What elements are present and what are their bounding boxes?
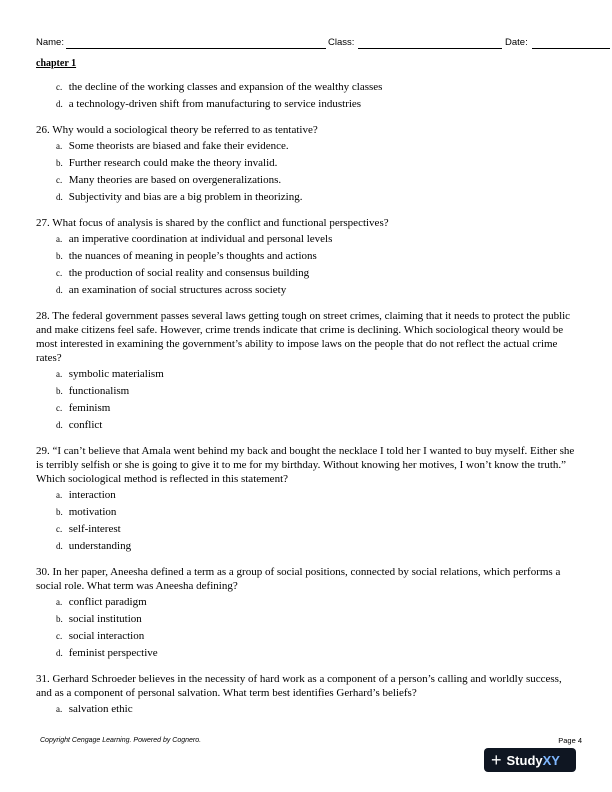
option-text: self-interest — [68, 523, 121, 535]
option-letter: a. — [56, 704, 63, 714]
answer-option — [36, 249, 576, 264]
logo-text-xy: XY — [542, 752, 560, 768]
carryover-options — [36, 80, 576, 112]
option-text: social institution — [68, 613, 142, 625]
option-letter: d. — [56, 541, 63, 551]
option-text: conflict — [68, 419, 103, 431]
answer-option — [36, 80, 576, 95]
option-letter: c. — [56, 82, 63, 92]
studyxy-logo — [484, 748, 576, 772]
answer-option — [36, 173, 576, 188]
question — [36, 444, 576, 554]
option-text: interaction — [68, 489, 116, 501]
option-text: understanding — [68, 540, 132, 552]
option-text: a technology-driven shift from manufacturing to service industries — [68, 98, 362, 110]
answer-option — [36, 522, 576, 537]
option-text: an imperative coordination at individual and personal levels — [68, 233, 333, 245]
question-stem: 31. Gerhard Schroeder believes in the necessity of hard work as a component of a person’s calling and worldly success, and as a component of personal salvation. What term best identifies Gerhard’s beliefs? — [36, 673, 562, 699]
answer-option — [36, 232, 576, 247]
answer-option — [36, 418, 576, 433]
answer-option — [36, 595, 576, 610]
answer-option — [36, 629, 576, 644]
answer-option — [36, 488, 576, 503]
option-text: Many theories are based on overgeneralizations. — [68, 174, 282, 186]
question-content — [36, 80, 576, 719]
answer-option — [36, 702, 576, 717]
option-letter: d. — [56, 192, 63, 202]
option-text: Subjectivity and bias are a big problem in theorizing. — [68, 191, 303, 203]
option-text: social interaction — [68, 630, 145, 642]
option-text: motivation — [68, 506, 117, 518]
answer-option — [36, 646, 576, 661]
class-field[interactable] — [358, 48, 502, 49]
date-field[interactable] — [532, 48, 610, 49]
name-label: Name: — [36, 37, 64, 48]
option-text: the production of social reality and consensus building — [68, 267, 310, 279]
header — [36, 37, 576, 51]
copyright-footer: Copyright Cengage Learning. Powered by Cognero. — [40, 737, 202, 744]
answer-option — [36, 139, 576, 154]
option-letter: d. — [56, 420, 63, 430]
option-letter: a. — [56, 597, 63, 607]
option-letter: c. — [56, 403, 63, 413]
answer-option — [36, 156, 576, 171]
option-letter: b. — [56, 614, 63, 624]
option-letter: b. — [56, 158, 63, 168]
option-text: an examination of social structures across society — [68, 284, 287, 296]
option-text: Further research could make the theory invalid. — [68, 157, 278, 169]
question-stem: 28. The federal government passes several laws getting tough on street crimes, claiming that it needs to protect the public and make citizens feel safe. However, crime trends indicate that crime is declining. Which sociological theory would be most interested in examining the government’s ability to impose laws on the people that do not reflect the actual crime rates? — [36, 310, 571, 364]
question-stem: 26. Why would a sociological theory be referred to as tentative? — [36, 124, 318, 136]
answer-option — [36, 384, 576, 399]
answer-option — [36, 401, 576, 416]
option-letter: a. — [56, 234, 63, 244]
option-letter: a. — [56, 490, 63, 500]
class-label: Class: — [328, 37, 355, 48]
answer-option — [36, 612, 576, 627]
option-letter: d. — [56, 648, 63, 658]
option-letter: b. — [56, 386, 63, 396]
question-stem: 29. “I can’t believe that Amala went behind my back and bought the necklace I told her I wanted to buy myself. Either she is terribly selfish or she is going to give it to me for my birthday. Without knowing her motives, I won’t know the truth.” Which sociological method is reflected in this statement? — [36, 445, 575, 485]
option-letter: b. — [56, 251, 63, 261]
option-text: the nuances of meaning in people’s thoughts and actions — [68, 250, 317, 262]
option-letter: a. — [56, 369, 63, 379]
option-letter: c. — [56, 524, 63, 534]
option-letter: c. — [56, 175, 63, 185]
answer-option — [36, 97, 576, 112]
plus-icon: + — [491, 750, 502, 770]
option-text: salvation ethic — [68, 703, 133, 715]
answer-option — [36, 266, 576, 281]
option-text: symbolic materialism — [68, 368, 164, 380]
question — [36, 216, 576, 298]
question — [36, 565, 576, 661]
logo-text-study: Study — [506, 752, 543, 768]
question-stem: 27. What focus of analysis is shared by the conflict and functional perspectives? — [36, 217, 389, 229]
option-text: conflict paradigm — [68, 596, 147, 608]
option-text: feminist perspective — [68, 647, 158, 659]
question — [36, 672, 576, 717]
name-field[interactable] — [66, 48, 326, 49]
answer-option — [36, 190, 576, 205]
option-text: Some theorists are biased and fake their evidence. — [68, 140, 289, 152]
option-letter: c. — [56, 631, 63, 641]
option-letter: b. — [56, 507, 63, 517]
option-text: the decline of the working classes and expansion of the wealthy classes — [68, 81, 383, 93]
option-text: functionalism — [68, 385, 130, 397]
option-text: feminism — [68, 402, 111, 414]
question-stem: 30. In her paper, Aneesha defined a term as a group of social positions, connected by social relations, which performs a social role. What term was Aneesha defining? — [36, 566, 561, 592]
option-letter: c. — [56, 268, 63, 278]
page-number: Page 4 — [558, 736, 582, 745]
answer-option — [36, 367, 576, 382]
date-label: Date: — [505, 37, 528, 48]
question — [36, 309, 576, 433]
option-letter: d. — [56, 99, 63, 109]
question — [36, 123, 576, 205]
answer-option — [36, 539, 576, 554]
answer-option — [36, 505, 576, 520]
option-letter: a. — [56, 141, 63, 151]
answer-option — [36, 283, 576, 298]
chapter-heading: chapter 1 — [36, 58, 77, 69]
question-list — [36, 123, 576, 717]
option-letter: d. — [56, 285, 63, 295]
